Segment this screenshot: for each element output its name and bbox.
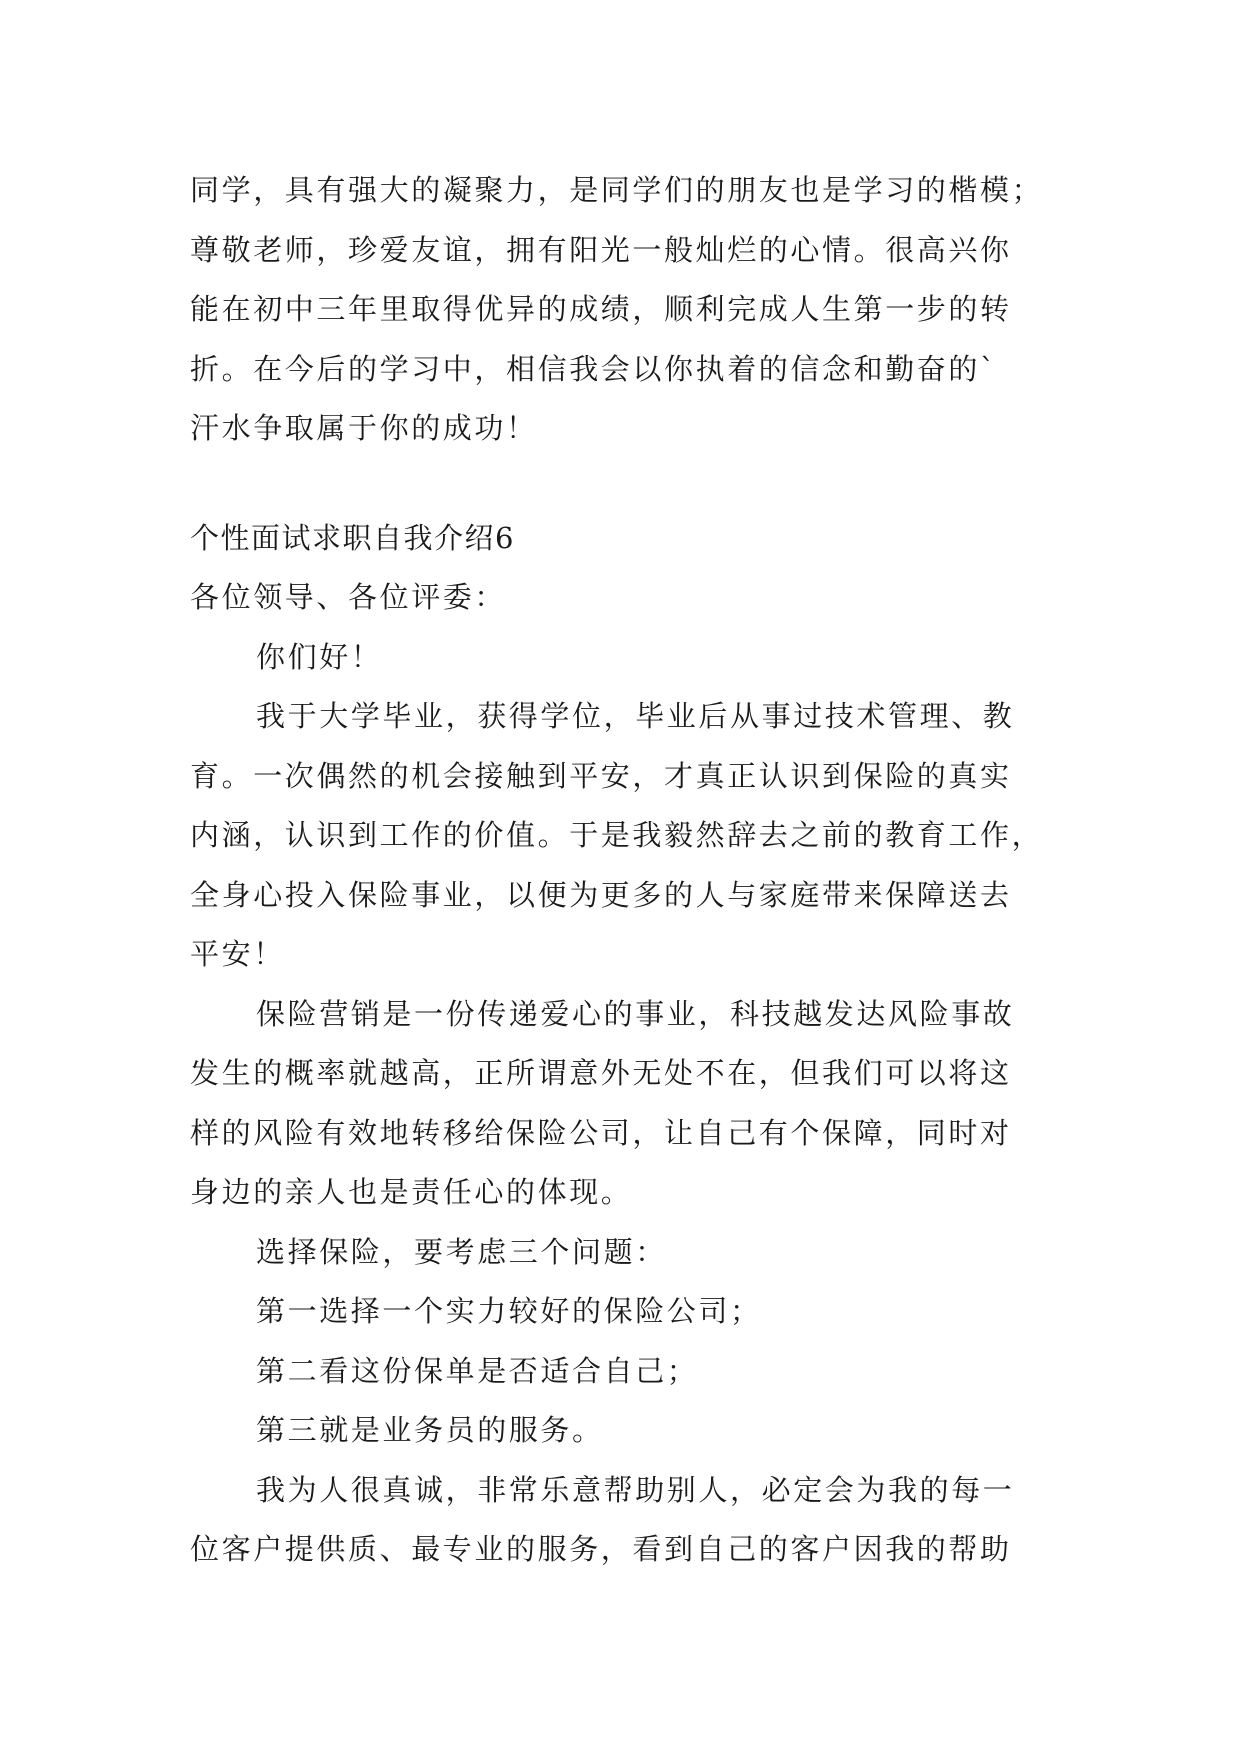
text-line: 位客户提供质、最专业的服务，看到自己的客户因我的帮助 [190, 1532, 1012, 1566]
text-line: 平安！ [190, 937, 285, 971]
text-line: 样的风险有效地转移给保险公司，让自己有个保障，同时对 [190, 1115, 1012, 1150]
list-item: 第一选择一个实力较好的保险公司； [256, 1294, 762, 1328]
section-title: 个性面试求职自我介绍6 [190, 520, 515, 555]
text-line: 我于大学毕业，获得学位，毕业后从事过技术管理、教 [256, 699, 1015, 733]
list-item: 第三就是业务员的服务。 [256, 1413, 604, 1447]
text-line: 内涵，认识到工作的价值。于是我毅然辞去之前的教育工作， [190, 818, 1044, 852]
intro-paragraph [190, 161, 1052, 459]
paragraph-insurance [190, 985, 1052, 1223]
considerations-list [190, 1282, 1052, 1461]
text-line: 折。在今后的学习中，相信我会以你执着的信念和勤奋的` [190, 351, 998, 386]
text-line: 我为人很真诚，非常乐意帮助别人，必定会为我的每一 [256, 1472, 1015, 1507]
list-intro: 选择保险，要考虑三个问题： [256, 1234, 667, 1269]
text-line: 能在初中三年里取得优异的成绩，顺利完成人生第一步的转 [190, 292, 1012, 326]
text-line: 身边的亲人也是责任心的体现。 [190, 1175, 633, 1209]
text-line: 保险营销是一份传递爱心的事业，科技越发达风险事故 [256, 996, 1015, 1031]
greeting: 你们好！ [256, 639, 383, 674]
paragraph-career [190, 687, 1052, 985]
list-item: 第二看这份保单是否适合自己； [256, 1353, 699, 1388]
text-line: 同学，具有强大的凝聚力，是同学们的朋友也是学习的楷模； [190, 173, 1044, 207]
text-line: 发生的概率就越高，正所谓意外无处不在，但我们可以将这 [190, 1056, 1012, 1090]
salutation: 各位领导、各位评委： [190, 580, 507, 614]
text-line: 汗水争取属于你的成功！ [190, 411, 538, 445]
text-line: 全身心投入保险事业，以便为更多的人与家庭带来保障送去 [190, 877, 1012, 912]
paragraph-personal [190, 1461, 1052, 1580]
text-line: 尊敬老师，珍爱友谊，拥有阳光一般灿烂的心情。很高兴你 [190, 232, 1012, 267]
document-body [190, 161, 1052, 1580]
section-spacer [190, 459, 1052, 509]
text-line: 育。一次偶然的机会接触到平安，才真正认识到保险的真实 [190, 758, 1012, 793]
